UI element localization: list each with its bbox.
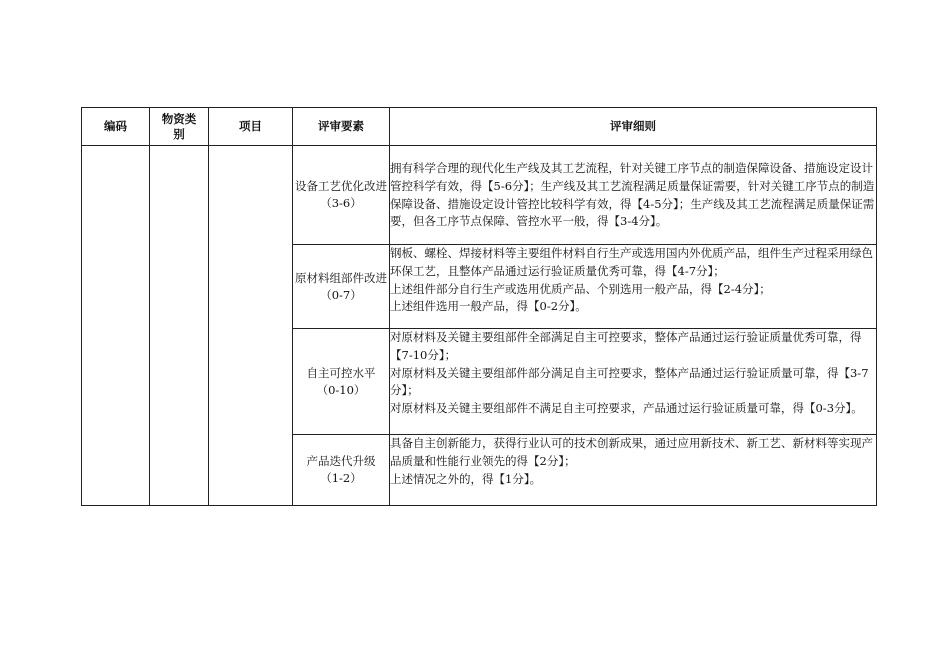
review-element-range: （0-7） — [320, 287, 362, 302]
detail-text: 对原材料及关键主要组部件部分满足自主可控要求，整体产品通过运行验证质量可靠，得【3-7分】； — [390, 365, 869, 398]
detail-text: 上述组件选用一般产品，得【0-2分】。 — [390, 299, 587, 314]
review-element-label: 产品迭代升级 — [306, 454, 376, 468]
header-item: 项目 — [209, 108, 293, 146]
header-review-detail: 评审细则 — [390, 108, 877, 146]
review-element-label: 自主可控水平 — [306, 365, 376, 380]
detail-text: 上述组件部分自行生产或选用优质产品、个别选用一般产品，得【2-4分】； — [390, 281, 771, 296]
item-cell — [209, 146, 293, 506]
material-category-cell — [150, 146, 209, 506]
detail-text: 对原材料及关键主要组部件不满足自主可控要求，产品通过运行验证质量可靠，得【0-3分】。 — [390, 401, 863, 416]
header-review-element: 评审要素 — [293, 108, 390, 146]
review-detail-cell — [390, 435, 877, 506]
table-row — [82, 146, 877, 245]
detail-text: 具备自主创新能力，获得行业认可的技术创新成果，通过应用新技术、新工艺、新材料等实现产品质量和性能行业领先的得【2分】； — [390, 436, 873, 468]
detail-text: 拥有科学合理的现代化生产线及其工艺流程，针对关键工序节点的制造保障设备、措施设定设计管控科学有效，得【5-6分】；生产线及其工艺流程满足质量保证需要，针对关键工序节点的制造保障设备、措施设定设计管控比较科学有效，得【4-5分】；生产线及其工艺流程满足质量保证需要，但各工序节点保障、管控水平一般，得【3-4分】。 — [390, 161, 875, 229]
review-detail-cell — [390, 146, 877, 245]
review-element-range: （1-2） — [320, 471, 362, 485]
header-material-category-text: 物资类别 — [161, 111, 197, 141]
header-code: 编码 — [82, 108, 150, 146]
header-material-category — [150, 108, 209, 146]
detail-text: 对原材料及关键主要组部件全部满足自主可控要求，整体产品通过运行验证质量优秀可靠，得【7-10分】； — [390, 330, 862, 362]
review-element-range: （3-6） — [320, 196, 362, 210]
header-row — [82, 108, 877, 146]
review-element-cell — [293, 245, 390, 329]
review-element-range: （0-10） — [316, 382, 366, 397]
review-element-label: 原材料组部件改进 — [295, 270, 387, 285]
review-element-cell — [293, 435, 390, 506]
review-element-cell — [293, 329, 390, 435]
review-detail-cell — [390, 245, 877, 329]
code-cell — [82, 146, 150, 506]
detail-text: 上述情况之外的，得【1分】。 — [390, 471, 542, 486]
detail-text: 钢板、螺栓、焊接材料等主要组件材料自行生产或选用国内外优质产品，组件生产过程采用绿色环保工艺，且整体产品通过运行验证质量优秀可靠，得【4-7分】； — [390, 246, 873, 278]
review-element-cell — [293, 146, 390, 245]
review-element-label: 设备工艺优化改进 — [295, 179, 387, 193]
review-criteria-table — [81, 107, 877, 506]
review-detail-cell — [390, 329, 877, 435]
